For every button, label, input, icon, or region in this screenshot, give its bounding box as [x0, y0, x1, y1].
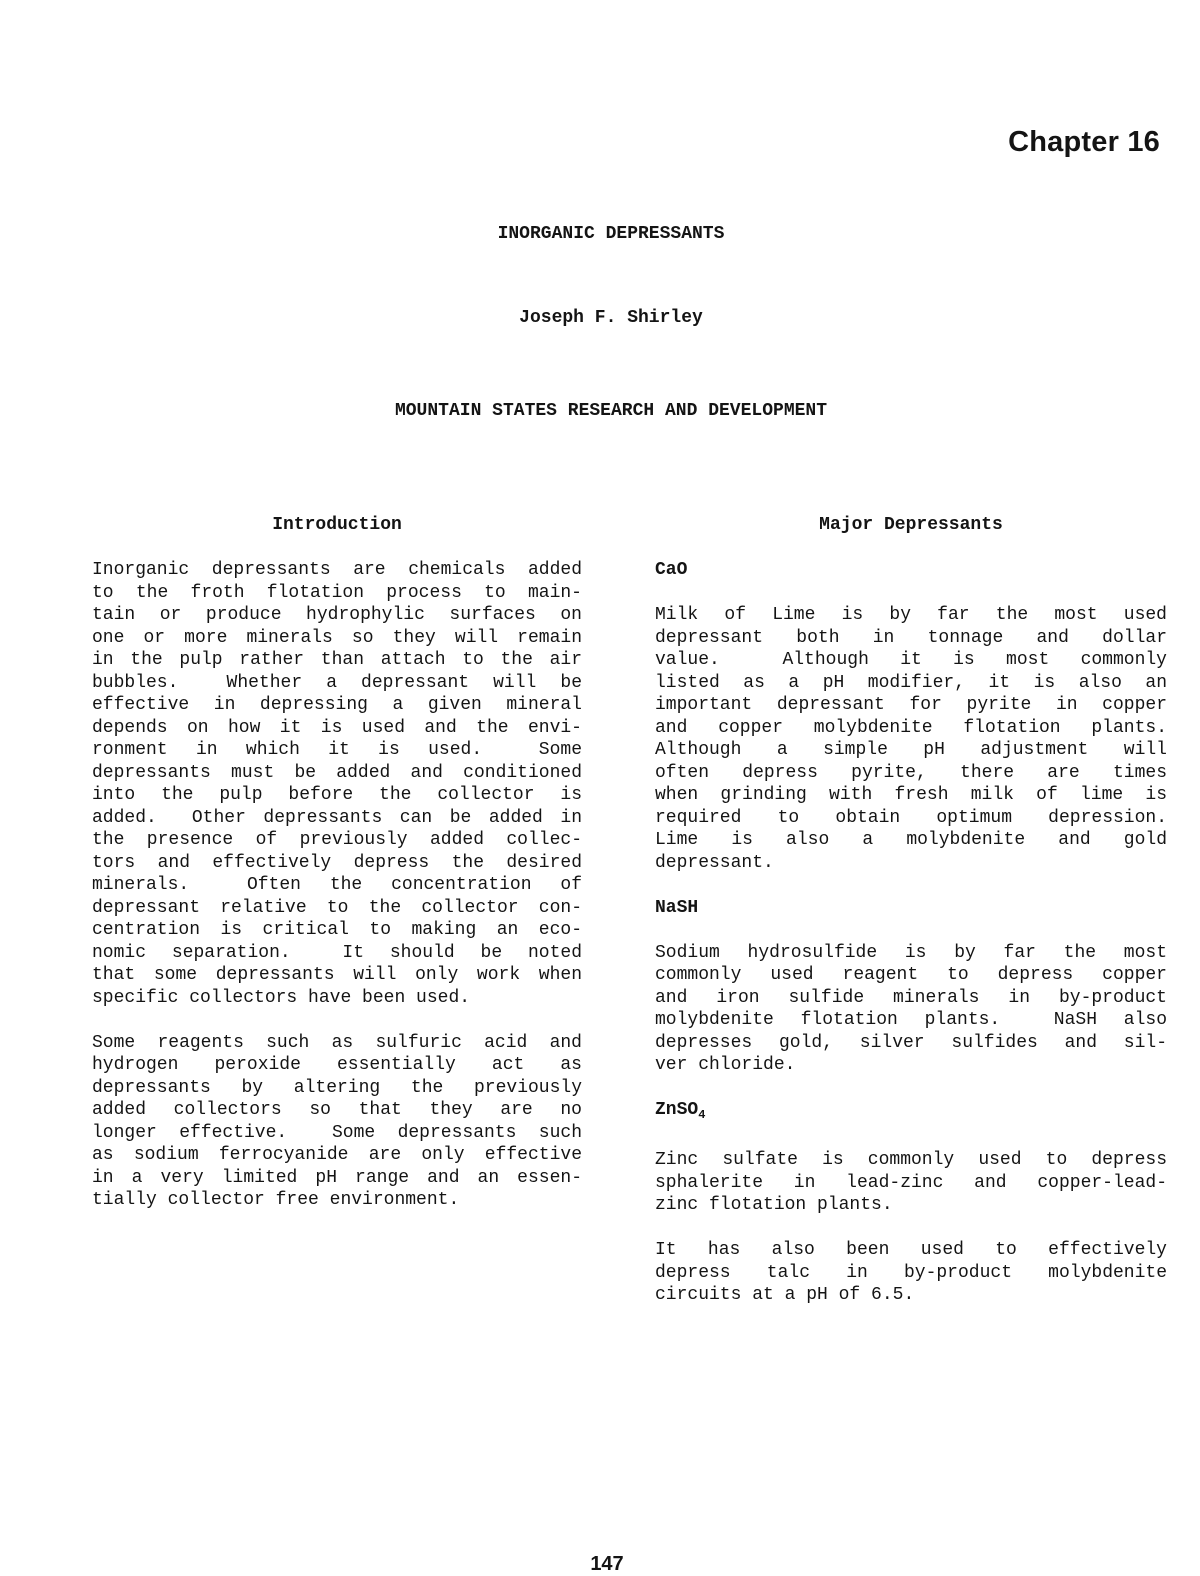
text-line: Zinc sulfate is commonly used to depress: [655, 1150, 1167, 1170]
text-line: in the pulp rather than attach to the air: [92, 650, 582, 670]
text-line: value. Although it is most commonly: [655, 650, 1167, 670]
text-line: nomic separation. It should be noted: [92, 942, 582, 963]
text-line: depress talc in by-product molybdenite: [655, 1262, 1167, 1283]
text-line: depressants must be added and conditioned: [92, 762, 582, 783]
text-line: Some reagents such as sulfuric acid and: [92, 1032, 582, 1053]
author-affiliation: MOUNTAIN STATES RESEARCH AND DEVELOPMENT: [394, 401, 828, 421]
text-line: into the pulp before the collector is: [92, 785, 582, 805]
section-heading-introduction: Introduction: [272, 515, 402, 535]
text-line: bubbles. Whether a depressant will be: [92, 672, 582, 693]
subheading-znso4: [655, 1099, 1167, 1127]
article-title: INORGANIC DEPRESSANTS: [497, 224, 725, 244]
text-line: tially collector free environment.: [92, 1190, 460, 1210]
text-line: It has also been used to effectively: [655, 1240, 1167, 1260]
text-line: Lime is also a molybdenite and gold: [655, 830, 1167, 850]
text-line: one or more minerals so they will remain: [92, 627, 582, 648]
text-line: commonly used reagent to depress copper: [655, 965, 1167, 985]
left-column: [92, 514, 582, 1234]
text-line: the presence of previously added collec-: [92, 830, 582, 850]
znso4-formula-subscript: 4: [698, 1108, 706, 1122]
subheading-cao: CaO: [655, 560, 688, 580]
text-line: hydrogen peroxide essentially act as: [92, 1055, 582, 1075]
page-number: 147: [590, 1553, 624, 1575]
text-line: as sodium ferrocyanide are only effective: [92, 1145, 582, 1165]
znso4-formula-base: ZnSO: [655, 1100, 699, 1120]
subheading-nash: NaSH: [655, 897, 699, 918]
text-line: zinc flotation plants.: [655, 1195, 893, 1215]
text-line: depresses gold, silver sulfides and sil-: [655, 1032, 1167, 1053]
text-line: longer effective. Some depressants such: [92, 1122, 582, 1143]
text-line: specific collectors have been used.: [92, 987, 471, 1008]
intro-paragraph-1: [92, 559, 582, 1009]
text-line: depressant relative to the collector con-: [92, 897, 582, 918]
text-line: added collectors so that they are no: [92, 1100, 582, 1120]
author-name: Joseph F. Shirley: [519, 308, 703, 328]
text-line: added. Other depressants can be added in: [92, 807, 582, 828]
text-line: often depress pyrite, there are times: [655, 762, 1167, 783]
text-line: depressants by altering the previously: [92, 1077, 582, 1098]
text-line: Sodium hydrosulfide is by far the most: [655, 942, 1167, 963]
text-line: and copper molybdenite flotation plants.: [655, 717, 1167, 738]
text-line: depressant.: [655, 852, 774, 873]
text-line: ver chloride.: [655, 1055, 796, 1075]
text-line: tors and effectively depress the desired: [92, 852, 582, 873]
text-line: minerals. Often the concentration of: [92, 875, 582, 895]
text-line: Milk of Lime is by far the most used: [655, 605, 1167, 625]
cao-paragraph: [655, 604, 1167, 874]
nash-paragraph: [655, 942, 1167, 1077]
znso4-paragraph-2: [655, 1239, 1167, 1307]
text-line: important depressant for pyrite in copper: [655, 695, 1167, 715]
text-line: Although a simple pH adjustment will: [655, 740, 1167, 760]
right-column: [655, 514, 1167, 1329]
text-line: circuits at a pH of 6.5.: [655, 1285, 915, 1305]
section-heading-major-depressants: Major Depressants: [819, 515, 1003, 535]
text-line: ronment in which it is used. Some: [92, 740, 582, 760]
text-line: effective in depressing a given mineral: [92, 695, 582, 715]
text-line: listed as a pH modifier, it is also an: [655, 672, 1167, 693]
text-line: depressant both in tonnage and dollar: [655, 627, 1167, 648]
text-line: and iron sulfide minerals in by-product: [655, 987, 1167, 1008]
text-line: to the froth flotation process to main-: [92, 582, 582, 603]
text-line: tain or produce hydrophylic surfaces on: [92, 605, 582, 625]
text-line: required to obtain optimum depression.: [655, 807, 1167, 828]
text-line: when grinding with fresh milk of lime is: [655, 785, 1167, 805]
text-line: depends on how it is used and the envi-: [92, 717, 582, 738]
text-line: Inorganic depressants are chemicals added: [92, 560, 582, 580]
text-line: in a very limited pH range and an essen-: [92, 1167, 582, 1188]
text-line: that some depressants will only work when: [92, 965, 582, 985]
text-line: sphalerite in lead-zinc and copper-lead-: [655, 1172, 1167, 1193]
chapter-label: Chapter 16: [1008, 126, 1160, 158]
text-line: centration is critical to making an eco-: [92, 920, 582, 940]
text-line: molybdenite flotation plants. NaSH also: [655, 1010, 1167, 1030]
intro-paragraph-2: [92, 1032, 582, 1212]
znso4-paragraph-1: [655, 1149, 1167, 1217]
